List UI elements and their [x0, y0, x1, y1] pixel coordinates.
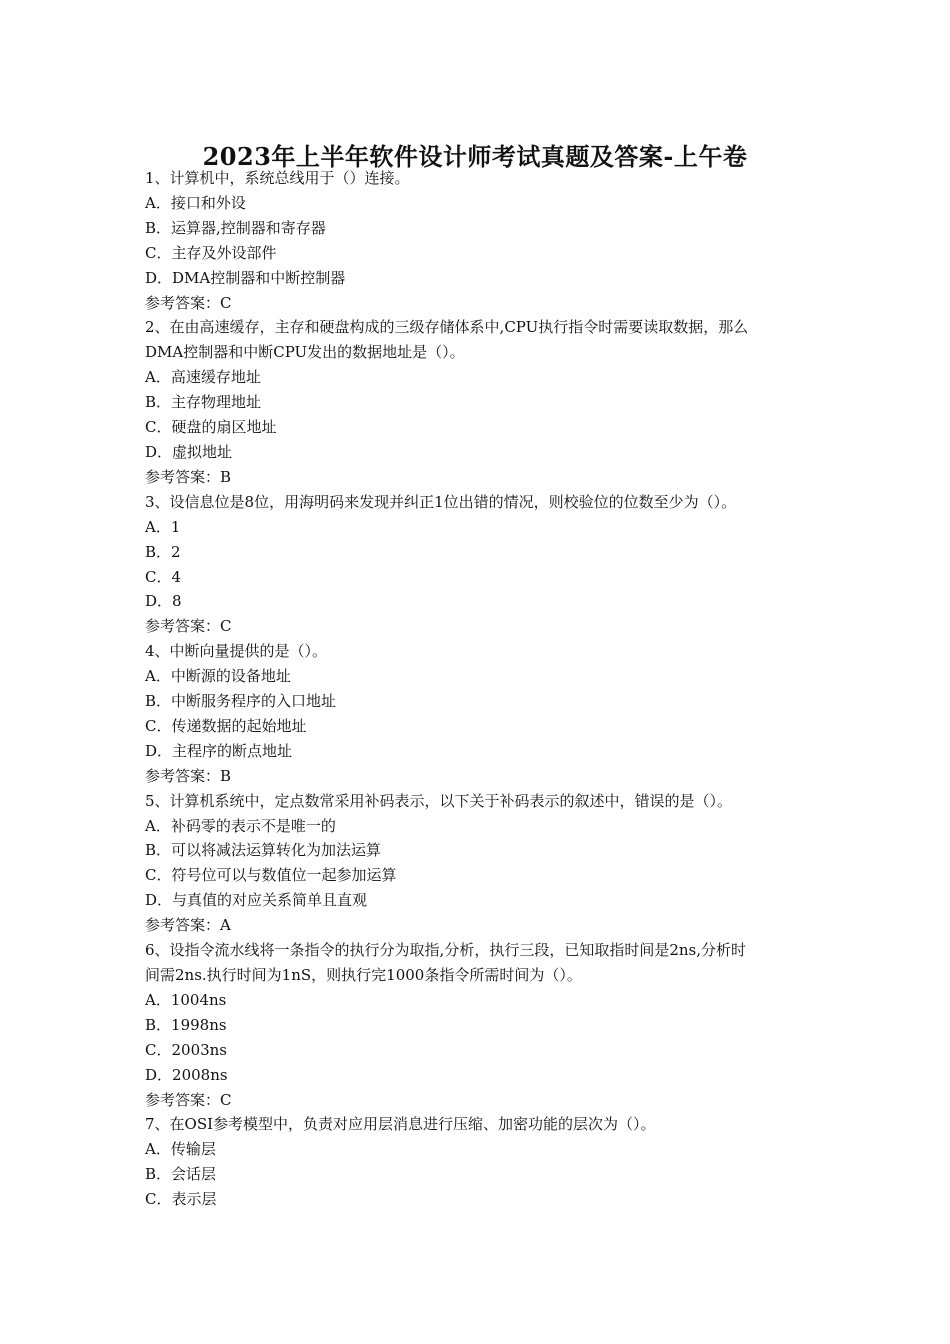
question-stem: 7、在OSI参考模型中，负责对应用层消息进行压缩、加密功能的层次为（）。	[145, 1115, 656, 1134]
reference-answer: 参考答案：B	[145, 467, 232, 486]
option-b: B．会话层	[145, 1165, 217, 1184]
option-b: B．可以将减法运算转化为加法运算	[145, 841, 382, 860]
option-b: B．1998ns	[145, 1015, 227, 1034]
option-b: B．运算器,控制器和寄存器	[145, 218, 326, 237]
question-2	[145, 315, 810, 489]
question-5	[145, 789, 810, 938]
option-a: A．1004ns	[145, 990, 227, 1009]
option-c: C．硬盘的扇区地址	[145, 418, 277, 437]
question-6	[145, 938, 810, 1112]
option-c: C．传递数据的起始地址	[145, 716, 307, 735]
option-b: B．主存物理地址	[145, 393, 262, 412]
option-a: A．接口和外设	[145, 193, 246, 212]
reference-answer: 参考答案：C	[145, 617, 232, 636]
option-b: B．中断服务程序的入口地址	[145, 692, 337, 711]
question-stem-continued: 间需2ns.执行时间为1nS，则执行完1000条指令所需时间为（）。	[145, 966, 582, 984]
question-stem: 3、设信息位是8位，用海明码来发现并纠正1位出错的情况，则校验位的位数至少为（）。	[145, 492, 737, 511]
option-c: C．符号位可以与数值位一起参加运算	[145, 866, 397, 885]
option-d: D．2008ns	[145, 1065, 228, 1084]
option-a: A．高速缓存地址	[145, 368, 261, 387]
option-d: D．主程序的断点地址	[145, 741, 293, 760]
option-c: C．4	[145, 567, 182, 586]
question-stem: 2、在由高速缓存，主存和硬盘构成的三级存储体系中,CPU执行指令时需要读取数据，那么	[145, 318, 749, 337]
question-stem: 6、设指令流水线将一条指令的执行分为取指,分析，执行三段，已知取指时间是2ns,分析时	[145, 941, 746, 960]
reference-answer: 参考答案：B	[145, 766, 232, 785]
question-1	[145, 166, 810, 315]
option-c: C．2003ns	[145, 1040, 228, 1059]
question-7	[145, 1112, 810, 1212]
option-a: A．中断源的设备地址	[145, 667, 291, 686]
option-c: C．表示层	[145, 1190, 217, 1209]
question-4	[145, 639, 810, 788]
reference-answer: 参考答案：C	[145, 1090, 232, 1109]
question-3	[145, 490, 810, 639]
option-d: D．DMA控制器和中断控制器	[145, 268, 346, 287]
reference-answer: 参考答案：A	[145, 916, 231, 935]
question-stem: 4、中断向量提供的是（）。	[145, 642, 328, 661]
option-a: A．传输层	[145, 1140, 216, 1159]
option-b: B．2	[145, 542, 181, 561]
question-list	[145, 166, 810, 1212]
option-a: A．1	[145, 517, 181, 536]
question-stem: 5、计算机系统中，定点数常采用补码表示，以下关于补码表示的叙述中，错误的是（）。	[145, 791, 733, 810]
document-title: 2023年上半年软件设计师考试真题及答案-上午卷	[202, 142, 748, 172]
reference-answer: 参考答案：C	[145, 293, 232, 312]
option-d: D．虚拟地址	[145, 442, 233, 461]
option-c: C．主存及外设部件	[145, 243, 277, 262]
option-d: D．与真值的对应关系简单且直观	[145, 891, 368, 910]
option-a: A．补码零的表示不是唯一的	[145, 816, 336, 835]
question-stem: 1、计算机中，系统总线用于（）连接。	[145, 169, 410, 187]
question-stem-continued: DMA控制器和中断CPU发出的数据地址是（）。	[145, 343, 465, 362]
option-d: D．8	[145, 592, 182, 611]
